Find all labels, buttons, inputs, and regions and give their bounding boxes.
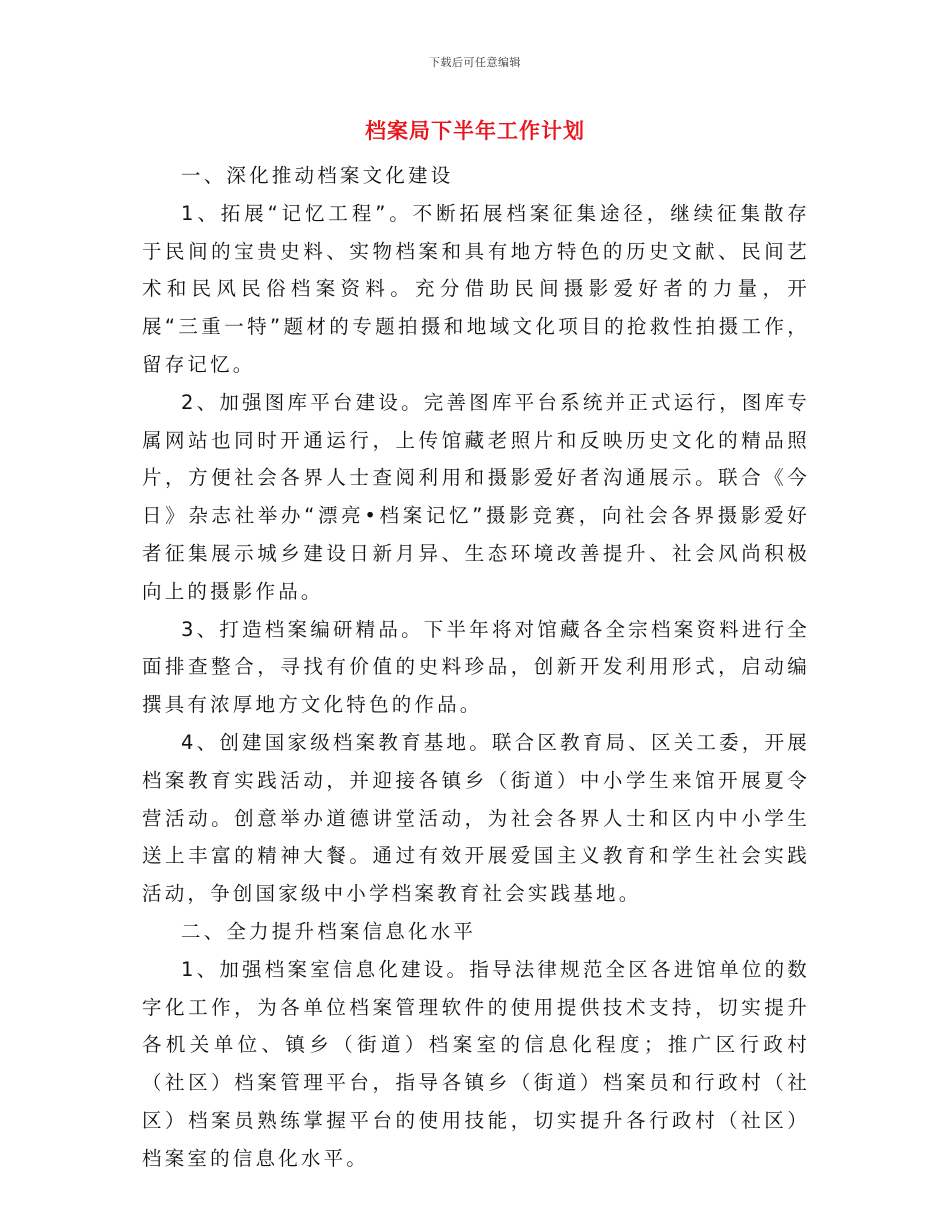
header-note: 下载后可任意编辑 <box>429 56 521 69</box>
paragraph-memory-project: 1、拓展“记忆工程”。不断拓展档案征集途径，继续征集散存于民间的宝贵史料、实物档案和具有地方特色的历史文献、民间艺术和民风民俗档案资料。充分借助民间摄影爱好者的力量，开展“三重一特”题材的专题拍摄和地域文化项目的抢救性拍摄工作，留存记忆。 <box>142 201 810 376</box>
section-heading-2: 二、全力提升档案信息化水平 <box>181 919 477 943</box>
paragraph-informatization: 1、加强档案室信息化建设。指导法律规范全区各进馆单位的数字化工作，为各单位档案管理软件的使用提供技术支持，切实提升各机关单位、镇乡（街道）档案室的信息化程度；推广区行政村（社区）档案管理平台，指导各镇乡（街道）档案员和行政村（社区）档案员熟练掌握平台的使用技能，切实提升各行政村（社区）档案室的信息化水平。 <box>142 957 810 1170</box>
document-title: 档案局下半年工作计划 <box>365 119 585 143</box>
paragraph-compilation: 3、打造档案编研精品。下半年将对馆藏各全宗档案资料进行全面排查整合，寻找有价值的史料珍品，创新开发利用形式，启动编撰具有浓厚地方文化特色的作品。 <box>142 617 810 717</box>
paragraph-photo-library: 2、加强图库平台建设。完善图库平台系统并正式运行，图库专属网站也同时开通运行，上传馆藏老照片和反映历史文化的精品照片，方便社会各界人士查阅利用和摄影爱好者沟通展示。联合《今日》杂志社举办“漂亮•档案记忆”摄影竞赛，向社会各界摄影爱好者征集展示城乡建设日新月异、生态环境改善提升、社会风尚积极向上的摄影作品。 <box>142 390 810 603</box>
document-body <box>142 157 810 1178</box>
paragraph-education-base: 4、创建国家级档案教育基地。联合区教育局、区关工委，开展档案教育实践活动，并迎接各镇乡（街道）中小学生来馆开展夏令营活动。创意举办道德讲堂活动，为社会各界人士和区内中小学生送上丰富的精神大餐。通过有效开展爱国主义教育和学生社会实践活动，争创国家级中小学档案教育社会实践基地。 <box>142 730 810 906</box>
section-heading-1: 一、深化推动档案文化建设 <box>181 164 454 187</box>
